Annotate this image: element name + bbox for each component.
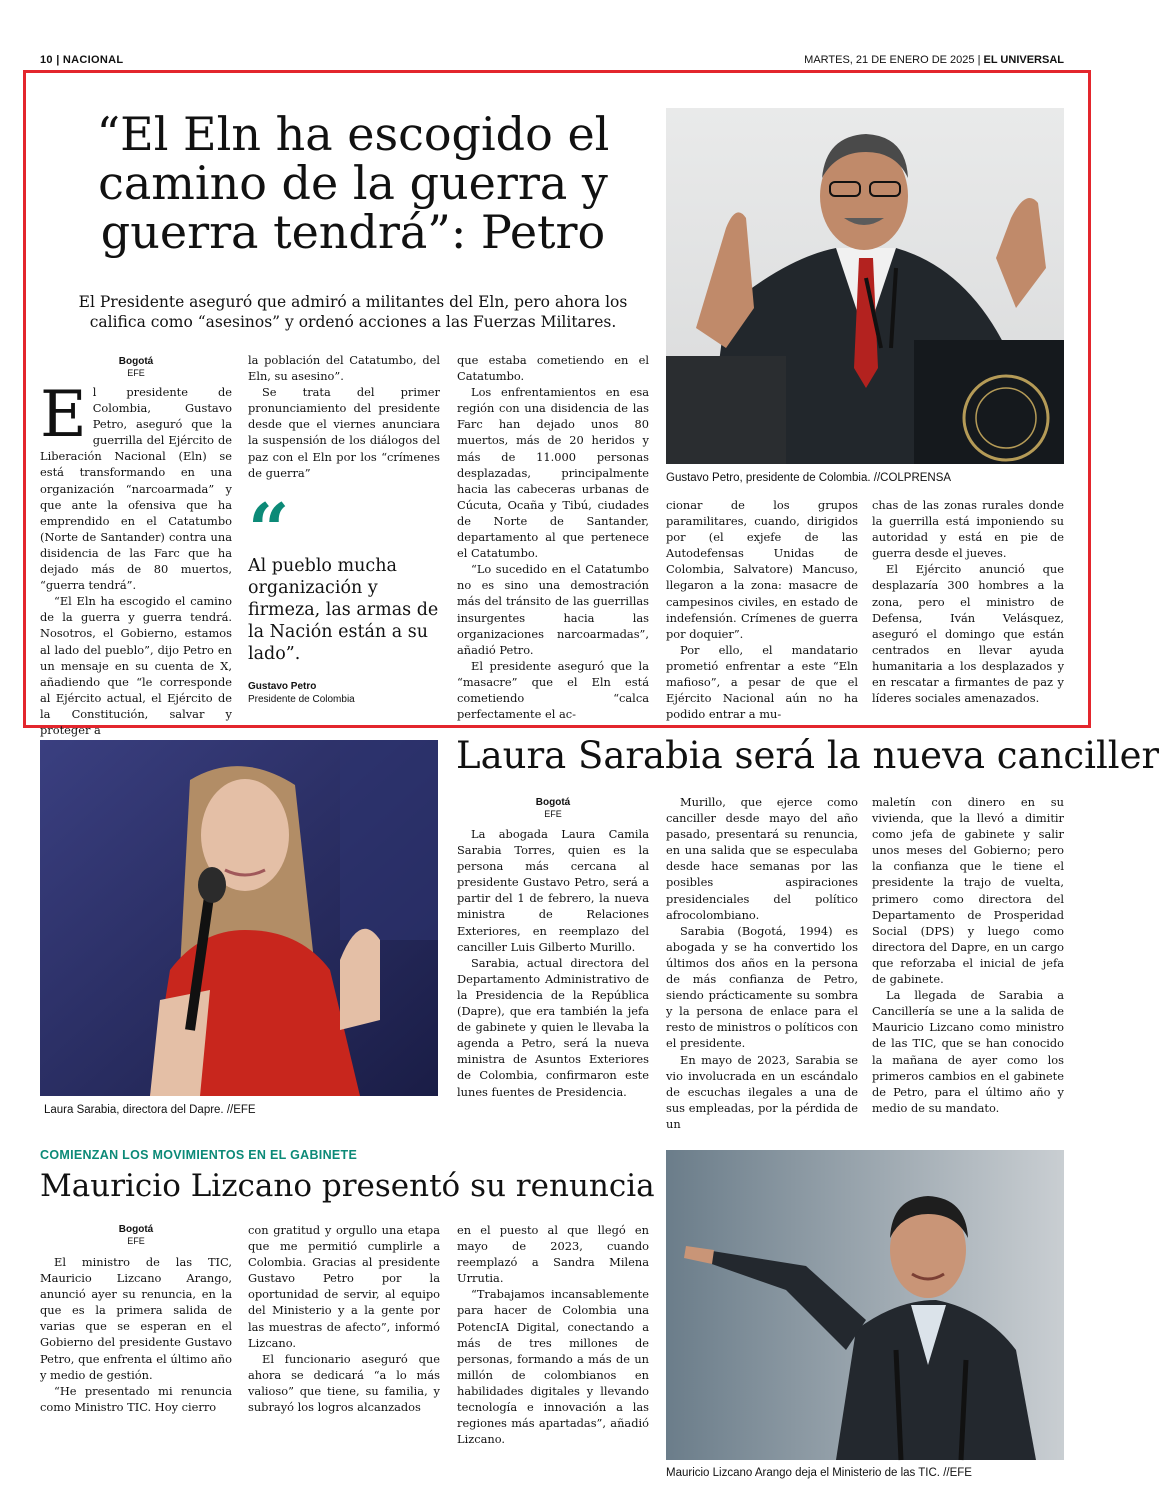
article3-kicker: COMIENZAN LOS MOVIMIENTOS EN EL GABINETE [40,1148,358,1162]
paragraph: l presidente de Colombia, Gustavo Petro, aseguró que la guerrilla del Ejército de Liberación Nacional (Eln) se está transformando en una organización “narcoarmada” y que ante la ofensiva que ha emprendido en el Catatumbo (Norte de Santander) contra una disidencia de las Farc que ha dejado más de 80 muertos, “guerra tendrá”. [40,385,232,593]
paragraph: “El Eln ha escogido el camino de la guerra y guerra tendrá. Nosotros, el Gobierno, estamos al lado del pueblo”, dijo Petro en un mensaje en su cuenta de X, añadiendo que “le corresponde al Ejército actual, el Ejército de la Constitución, salvar y proteger a [40,594,232,737]
article2-column-3 [872,794,1064,1120]
paragraph: en el puesto al que llegó en mayo de 2023, cuando reemplazó a Sandra Milena Urrutia. [457,1223,649,1286]
paragraph: “He presentado mi renuncia como Ministro TIC. Hoy cierro [40,1383,232,1414]
paragraph: cionar de los grupos paramilitares, cuando, dirigidos por (el exjefe de las Autodefensas Unidas de Colombia, Salvatore) Mancuso, llegaron a la zona: masacre de campesinos civiles, en estado de indefensión. Crímenes de guerra por doquier”. [666,498,858,641]
article3-headline: Mauricio Lizcano presentó su renuncia [40,1168,655,1204]
paragraph: En mayo de 2023, Sarabia se vio involucrada en un escándalo de escuchas ilegales a una de sus empleadas, por la pérdida de un [666,1052,858,1131]
article3-column-2 [248,1222,440,1496]
article3-column-3 [457,1222,649,1496]
byline-city: Bogotá [118,356,154,367]
article1-deck: El Presidente aseguró que admiró a militantes del Eln, pero ahora los califica como “asesinos” y ordenó acciones a las Fuerzas Militares. [78,293,628,332]
page-date-paper [804,54,1064,66]
page-header [40,54,1064,70]
paragraph: con gratitud y orgullo una etapa que me permitió cumplirle a Colombia. Gracias al presidente Gustavo Petro por la oportunidad de servir, al equipo del Ministerio y a la gente por las muestras de afecto”, informó Lizcano. [248,1223,440,1350]
byline-city: Bogotá [118,1224,154,1235]
paragraph: Murillo, que ejerce como canciller desde mayo del año pasado, presentará su renuncia, en una salida que se especulaba desde hace semanas por las posibles aspiraciones presidenciales del político afrocolombiano. [666,795,858,922]
paragraph: La llegada de Sarabia a Cancillería se une a la salida de Mauricio Lizcano como ministro de las TIC, que se han conocido la mañana de ayer como los primeros cambios en el gabinete de Petro, para el último año y medio de su mandato. [872,988,1064,1115]
paragraph: chas de las zonas rurales donde la guerrilla está imponiendo su autoridad y está en pie de guerra desde el jueves. [872,498,1064,561]
paragraph: Se trata del primer pronunciamiento del presidente desde que el viernes anunciara la suspensión de los diálogos del paz con el Eln por los “crímenes de guerra” [248,385,440,480]
petro-photo-illustration [666,108,1064,464]
article3-photo [666,1150,1064,1460]
article1-column-5 [872,497,1064,710]
lizcano-photo-illustration [666,1150,1064,1460]
article2-photo [40,740,438,1096]
article3-photo-caption: Mauricio Lizcano Arango deja el Ministerio de las TIC. //EFE [666,1467,972,1479]
article3-byline [40,1224,232,1246]
article1-byline [40,356,232,378]
article2-photo-caption: Laura Sarabia, directora del Dapre. //EFE [44,1104,256,1116]
quote-role: Presidente de Colombia [248,694,355,705]
article2-column-1 [457,826,649,1120]
article1-column-3 [457,352,649,722]
byline-agency: EFE [544,808,562,819]
paragraph: Por ello, el mandatario prometió enfrentar a este “Eln mafioso”, a pesar de que el Ejército Nacional aún no ha podido entrar a mu- [666,642,858,722]
byline-city: Bogotá [535,797,571,808]
article3-column-1 [40,1254,232,1496]
paragraph: Sarabia, actual directora del Departamento Administrativo de la Presidencia de la República (Dapre), que era también la jefa de gabinete y quien le llevaba la agenda a Petro, será la nueva ministra de Asuntos Exteriores de Colombia, confirmaron este lunes fuentes de Presidencia. [457,955,649,1099]
page-section: 10 | NACIONAL [40,54,124,66]
drop-cap: E [40,378,87,452]
article1-photo-caption: Gustavo Petro, presidente de Colombia. //COLPRENSA [666,472,952,484]
paragraph: El presidente aseguró que la “masacre” que el Eln está cometiendo “calca perfectamente el ac- [457,658,649,722]
article1-column-4 [666,497,858,722]
article1-photo [666,108,1064,464]
paragraph: El ministro de las TIC, Mauricio Lizcano Arango, anunció ayer su renuncia, en la que es la primera salida de varias que se esperan en el Gobierno del presidente Gustavo Petro, que enfrenta el último año y medio de gestión. [40,1255,232,1382]
paragraph: El Ejército anunció que desplazaría 300 hombres a la zona, pero el ministro de Defensa, Iván Velásquez, aseguró el domingo que están centrados en llevar ayuda humanitaria a los desplazados y en rescatar a firmantes de paz y líderes sociales amenazados. [872,562,1064,706]
article1-column-2 [248,352,440,482]
sarabia-photo-illustration [40,740,438,1096]
article2-headline: Laura Sarabia será la nueva canciller [456,734,1159,777]
byline-agency: EFE [127,1235,145,1246]
byline-agency: EFE [127,367,145,378]
paper-name: EL UNIVERSAL [983,54,1064,66]
paragraph: La abogada Laura Camila Sarabia Torres, quien es la persona más cercana al presidente Gustavo Petro, será a partir del 1 de febrero, la nueva ministra de Relaciones Exteriores, en reemplazo del canciller Luis Gilberto Murillo. [457,827,649,954]
pull-quote [248,487,440,705]
article1-headline: “El Eln ha escogido el camino de la guerra y guerra tendrá”: Petro [96,107,610,260]
paragraph: maletín con dinero en su vivienda, que la llevó a dimitir como jefa de gabinete y salir unos meses del Gobierno; pero la confianza que le tiene el presidente la trajo de vuelta, primero como directora del Departamento de Prosperidad Social (DPS) y luego como directora del Dapre, en un cargo que reforzaba el inicial de jefa de gabinete. [872,795,1064,987]
quote-text: Al pueblo mucha organización y firmeza, las armas de la Nación están a su lado”. [248,556,439,664]
quote-author: Gustavo Petro [248,681,317,692]
article2-column-2 [666,794,858,1131]
paragraph: “Lo sucedido en el Catatumbo no es sino una demostración más del tránsito de las guerrillas insurgentes hacia las organizaciones narcoarmadas”, añadió Petro. [457,562,649,657]
paragraph: “Trabajamos incansablemente para hacer de Colombia una PotencIA Digital, conectando a más de tres millones de personas, formando a más de un millón de colombianos en habilidades digitales y llevando tecnología e innovación a las regiones más apartadas”, añadió Lizcano. [457,1287,649,1447]
page-date: MARTES, 21 DE ENERO DE 2025 | [804,54,984,66]
article2-byline [457,797,649,819]
paragraph: que estaba cometiendo en el Catatumbo. [457,353,649,384]
article1-column-1 [40,378,232,737]
paragraph: Los enfrentamientos en esa región con una disidencia de las Farc han dejado unos 80 muertos, más de 20 heridos y más de 11.000 personas desplazadas, principalmente hacia las cabeceras urbanas de Cúcuta, Ocaña y Tibú, ciudades de Norte de Santander, departamento al que pertenece el Catatumbo. [457,385,649,561]
paragraph: la población del Catatumbo, del Eln, su asesino”. [248,353,440,384]
quote-mark-icon: “ [248,487,290,572]
paragraph: Sarabia (Bogotá, 1994) es abogada y se ha convertido los últimos dos años en la persona de más confianza de Petro, siendo prácticamente su sombra y la persona de enlace para el resto de ministros o políticos con el presidente. [666,923,858,1051]
paragraph: El funcionario aseguró que ahora se dedicará “a lo más valioso” que tiene, su familia, y subrayó los logros alcanzados [248,1351,440,1415]
